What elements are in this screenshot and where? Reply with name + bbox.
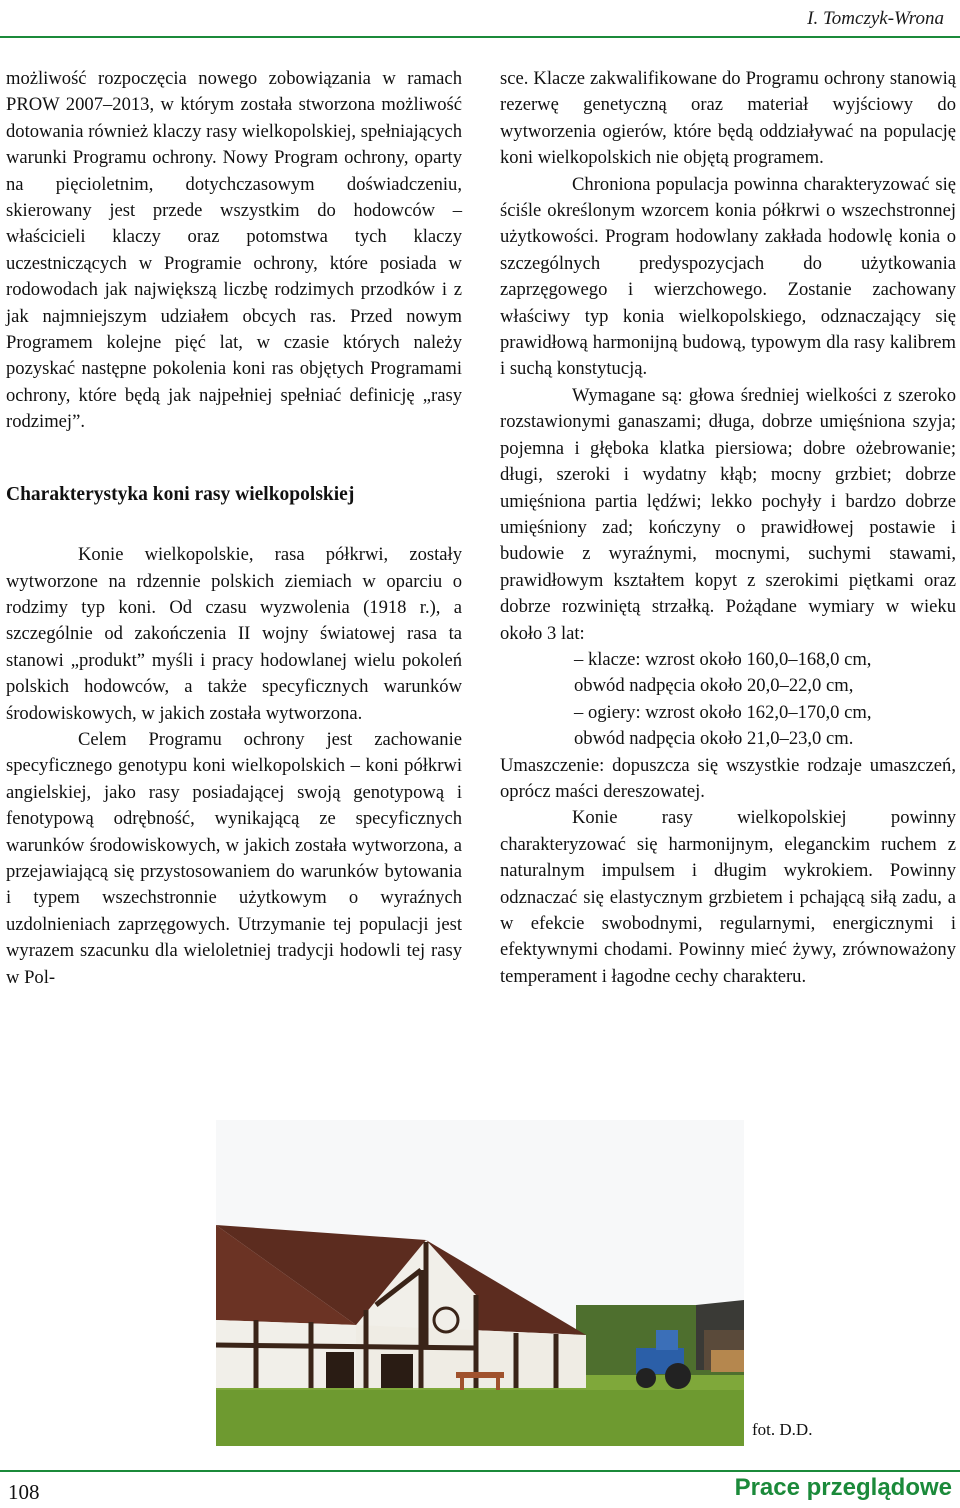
running-header-author: I. Tomczyk-Wrona [807, 8, 944, 29]
paragraph: Chroniona populacja powinna charakteryzować się ściśle określonym wzorcem konia półkrwi o wszechstronnej użytkowości. Program hodowlany zakłada hodowlę konia o szczególnych predyspozycjach do użytkowania zaprzęgowego i wierzchowego. Zostanie zachowany właściwy typ konia wielkopolskiego, odznaczający się prawidłową harmonijną budową, typowym dla rasy kalibrem i suchą konstytucją. [500, 173, 956, 380]
page-number: 108 [8, 1480, 40, 1504]
paragraph: Wymagane są: głowa średniej wielkości z szeroko rozstawionymi ganaszami; długa, dobrze umięśniona szyja; pojemna i głęboka klatka piersiowa; dobre ożebrowanie; długi, szeroki i wydatny kłąb; mocny grzbiet; dobrze umięśniona partia lędźwi; lekko pochyły i bardzo dobrze umięśniony zad; kończyny o prawidłowej postawie i budowie z wyraźnymi, mocnymi, suchymi stawami, prawidłowym kształtem kopyt z szerokimi piętkami oraz dobrze rozwiniętą strzałką. Pożądane wymiary w wieku około 3 lat: [500, 384, 956, 644]
dimension-item: – ogiery: wzrost około 162,0–170,0 cm, [574, 701, 872, 723]
dimension-item: obwód nadpęcia około 20,0–22,0 cm, [574, 675, 854, 697]
paragraph: sce. Klacze zakwalifikowane do Programu ochrony stanowią rezerwę genetyczną oraz materiał wyjściowy do wytworzenia ogierów, które będą oddziaływać na populację koni wielkopolskich nie objętą programem. [500, 68, 956, 169]
header-rule [0, 36, 960, 38]
stable-photo [216, 1120, 744, 1446]
footer-rule [0, 1470, 960, 1472]
section-heading: Charakterystyka koni rasy wielkopolskiej [6, 483, 355, 505]
right-column [500, 66, 956, 990]
paragraph: Konie wielkopolskie, rasa półkrwi, zostały wytworzone na rdzennie polskich ziemiach w oparciu o rodzimy typ koni. Od czasu wyzwolenia (1918 r.), a szczególnie od zakończenia II wojny światowej rasa ta stanowi „produkt” myśli i pracy hodowlanej wielu pokoleń polskich hodowców, a także specyficznych warunków środowiskowych, w jakich została wytworzona. [6, 544, 462, 724]
dimension-item: obwód nadpęcia około 21,0–23,0 cm. [574, 728, 854, 750]
dimension-item: – klacze: wzrost około 160,0–168,0 cm, [574, 648, 872, 670]
left-column [6, 66, 462, 991]
paragraph: Konie rasy wielkopolskiej powinny charakteryzować się harmonijnym, eleganckim ruchem z naturalnym impulsem i długim wykrokiem. Powinny odznaczać się elastycznym grzbietem i pchającą siłą zadu, a w efekcie swobodnymi, regularnymi, energicznymi i efektywnymi chodami. Powinny mieć żywy, zrównoważony temperament i łagodne cechy charakteru. [500, 807, 956, 987]
photo-credit: fot. D.D. [752, 1420, 813, 1439]
journal-section-title: Prace przeglądowe [734, 1474, 952, 1501]
paragraph: Celem Programu ochrony jest zachowanie specyficznego genotypu koni wielkopolskich – koni półkrwi angielskiej, jako rasy posiadającej swoją genotypową i fenotypową odrębność, wynikającą ze specyficznych warunków środowiskowych, w jakich została wytworzona, a przejawiającą się przystosowaniem do warunków bytowania i typem wszechstronnie użytkowym o wyraźnych uzdolnieniach zaprzęgowych. Utrzymanie tej populacji jest wyrazem szacunku dla wieloletniej tradycji hodowli tej rasy w Pol- [6, 728, 462, 988]
paragraph: możliwość rozpoczęcia nowego zobowiązania w ramach PROW 2007–2013, w którym została stworzona możliwość dotowania również klaczy rasy wielkopolskiej, spełniających warunki Programu ochrony. Nowy Program ochrony, oparty na pięcioletnim, dotychczasowym doświadczeniu, skierowany jest przede wszystkim do hodowców – właścicieli klaczy oraz potomstwa tych klaczy uczestniczących w Programie ochrony, które posiada w rodowodach jak największą liczbę rodzimych przodków i z jak najmniejszym udziałem obcych ras. Przed nowym Programem kolejne pięć lat, w czasie których należy pozyskać następne pokolenia koni ras objętych Programami ochrony, które będą jak najpełniej spełniać definicję „rasy rodzimej”. [6, 68, 462, 433]
paragraph: Umaszczenie: dopuszcza się wszystkie rodzaje umaszczeń, oprócz maści dereszowatej. [500, 754, 956, 802]
